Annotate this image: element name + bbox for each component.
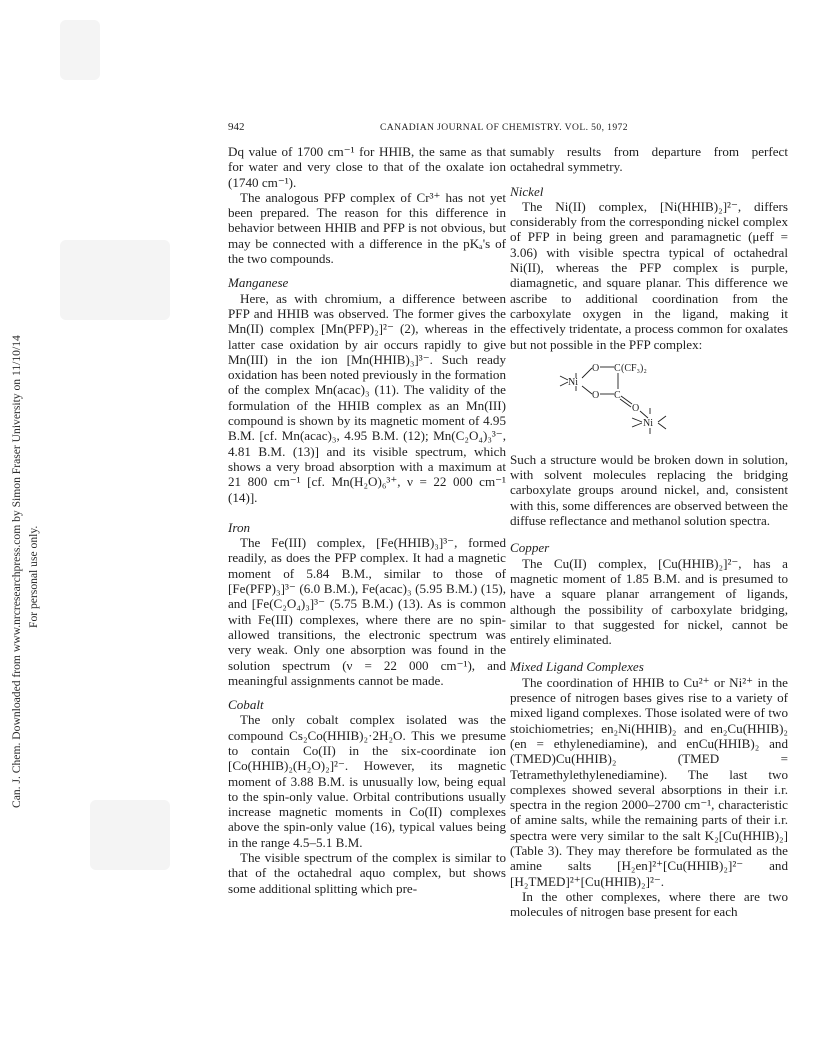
- personal-use-note: For personal use only.: [27, 525, 40, 628]
- scan-smudge: [60, 240, 170, 320]
- paragraph: Here, as with chromium, a difference between PFP and HHIB was observed. The former gives the Mn(II) complex [Mn(PFP)₂]²⁻ (2), whereas in the latter case oxidation by air occurs rapidly to give Mn(III) in the ion [Mn(HHIB)₃]³⁻. Such ready oxidation has been noted previously in the formation of the complex Mn(acac)₃ (11). The validity of the formulation of the HHIB complex as an Mn(III) compound is shown by its magnetic moment of 4.95 B.M. [cf. Mn(acac)₃, 4.95 B.M. (12); Mn(C₂O₄)₃³⁻, 4.81 B.M. (13)] and its visible spectrum, which shows a very broad absorption with a maximum at 21 800 cm⁻¹ [cf. Mn(H₂O)₆³⁺, ν = 22 000 cm⁻¹ (14)].: [228, 290, 506, 505]
- paragraph: The analogous PFP complex of Cr³⁺ has not yet been prepared. The reason for this difference in behavior between HHIB and PFP is not obvious, but may be connected with a difference in the pKₐ's of the two compounds.: [228, 189, 506, 267]
- paragraph: The Ni(II) complex, [Ni(HHIB)₂]²⁻, differs considerably from the corresponding nickel complex of PFP in being green and paramagnetic (μeff = 3.06) with visible spectra typical of octahedral Ni(II), whereas the PFP complex is purple, diamagnetic, and square planar. This difference we ascribe to additional coordination from the carboxylate oxygen in the ligand, making it effectively tridentate, a process common for oxalates but not possible in the PFP complex:: [510, 198, 788, 352]
- o-label: O: [592, 389, 600, 401]
- section-heading-iron: Iron: [228, 519, 251, 535]
- scan-smudge: [90, 800, 170, 870]
- left-column: [228, 144, 506, 896]
- paragraph: The Cu(II) complex, [Cu(HHIB)₂]²⁻, has a magnetic moment of 1.85 B.M. and is presumed to have a square planar arrangement of ligands, although the possibility of carboxylate bridging, similar to that suggested for nickel, cannot be entirely eliminated.: [510, 555, 788, 648]
- paragraph: sumably results from departure from perfect octahedral symmetry.: [510, 144, 788, 175]
- paragraph: The visible spectrum of the complex is similar to that of the octahedral aquo complex, but shows some additional splitting which pre-: [228, 850, 506, 896]
- paragraph: The Fe(III) complex, [Fe(HHIB)₃]³⁻, formed readily, as does the PFP complex. It had a magnetic moment of 5.84 B.M., similar to those of [Fe(PFP)₃]³⁻ (6.0 B.M.), Fe(acac)₃ (5.95 B.M.) (15), and [Fe(C₂O₄)₃]³⁻ (5.75 B.M.) (13). As is common with Fe(III) complexes, where there are no spin-allowed transitions, the electronic spectrum was very weak. Only one absorption was found in the solution spectrum (ν = 22 000 cm⁻¹), and meaningful assignments cannot be made.: [228, 535, 506, 688]
- paragraph: The only cobalt complex isolated was the compound Cs₂Co(HHIB)₂·2H₂O. This we presume to contain Co(II) in the six-coordinate ion [Co(HHIB)₂(H₂O)₂]²⁻. However, its magnetic moment of 3.88 B.M. is unusually low, being equal to the spin-only value. Orbital contributions usually increase magnetic moments in Co(II) complexes above the spin-only value (16), typical values being in the range 4.5–5.1 B.M.: [228, 712, 506, 850]
- ni-label: Ni: [568, 376, 578, 388]
- download-notice: [8, 230, 48, 810]
- section-heading-nickel: Nickel: [510, 183, 544, 199]
- o-label: O: [592, 362, 600, 374]
- paragraph: Such a structure would be broken down in solution, with solvent molecules replacing the bridging carboxylate groups around nickel, and, consistent with this, some differences are observed between the diffuse reflectance and methanol solution spectra.: [510, 451, 788, 529]
- ni-label: Ni: [643, 417, 653, 429]
- c-label: C: [614, 389, 621, 401]
- paragraph: Dq value of 1700 cm⁻¹ for HHIB, the same as that for water and very close to that of the oxalate ion (1740 cm⁻¹).: [228, 144, 506, 190]
- c-label: C: [614, 362, 621, 374]
- section-heading-manganese: Manganese: [228, 275, 289, 291]
- scan-smudge: [60, 20, 100, 80]
- cf3-label: (CF₃)₂: [621, 362, 647, 374]
- section-heading-cobalt: Cobalt: [228, 697, 264, 713]
- paragraph: The coordination of HHIB to Cu²⁺ or Ni²⁺ in the presence of nitrogen bases gives rise to a variety of mixed ligand complexes. Those isolated were of two stoichiometries; en₂Ni(HHIB)₂ and en₂Cu(HHIB)₂ (en = ethylenediamine), and enCu(HHIB)₂ and (TMED)Cu(HHIB)₂ (TMED = Tetramethylethylenediamine). The last two complexes showed several absorptions in their i.r. spectra in the region 2000–2700 cm⁻¹, characteristic of amine salts, while the remaining parts of their i.r. spectra were very similar to the salt K₂[Cu(HHIB)₂] (Table 3). They may therefore be formulated as the amine salts [H₂en]²⁺[Cu(HHIB)₂]²⁻ and [H₂TMED]²⁺[Cu(HHIB)₂]²⁻.: [510, 674, 788, 889]
- section-heading-mixed-ligand: Mixed Ligand Complexes: [510, 659, 644, 675]
- nickel-bridging-structure: [510, 356, 788, 448]
- paragraph: In the other complexes, where there are two molecules of nitrogen base present for each: [510, 888, 788, 920]
- right-column: [510, 144, 788, 919]
- journal-title: CANADIAN JOURNAL OF CHEMISTRY. VOL. 50, 1972: [380, 122, 628, 133]
- section-heading-copper: Copper: [510, 540, 550, 556]
- page-number: 942: [228, 121, 245, 133]
- o-label: O: [632, 402, 640, 414]
- download-note: Can. J. Chem. Downloaded from www.nrcresearchpress.com by Simon Fraser University on 11/10/14: [10, 335, 23, 808]
